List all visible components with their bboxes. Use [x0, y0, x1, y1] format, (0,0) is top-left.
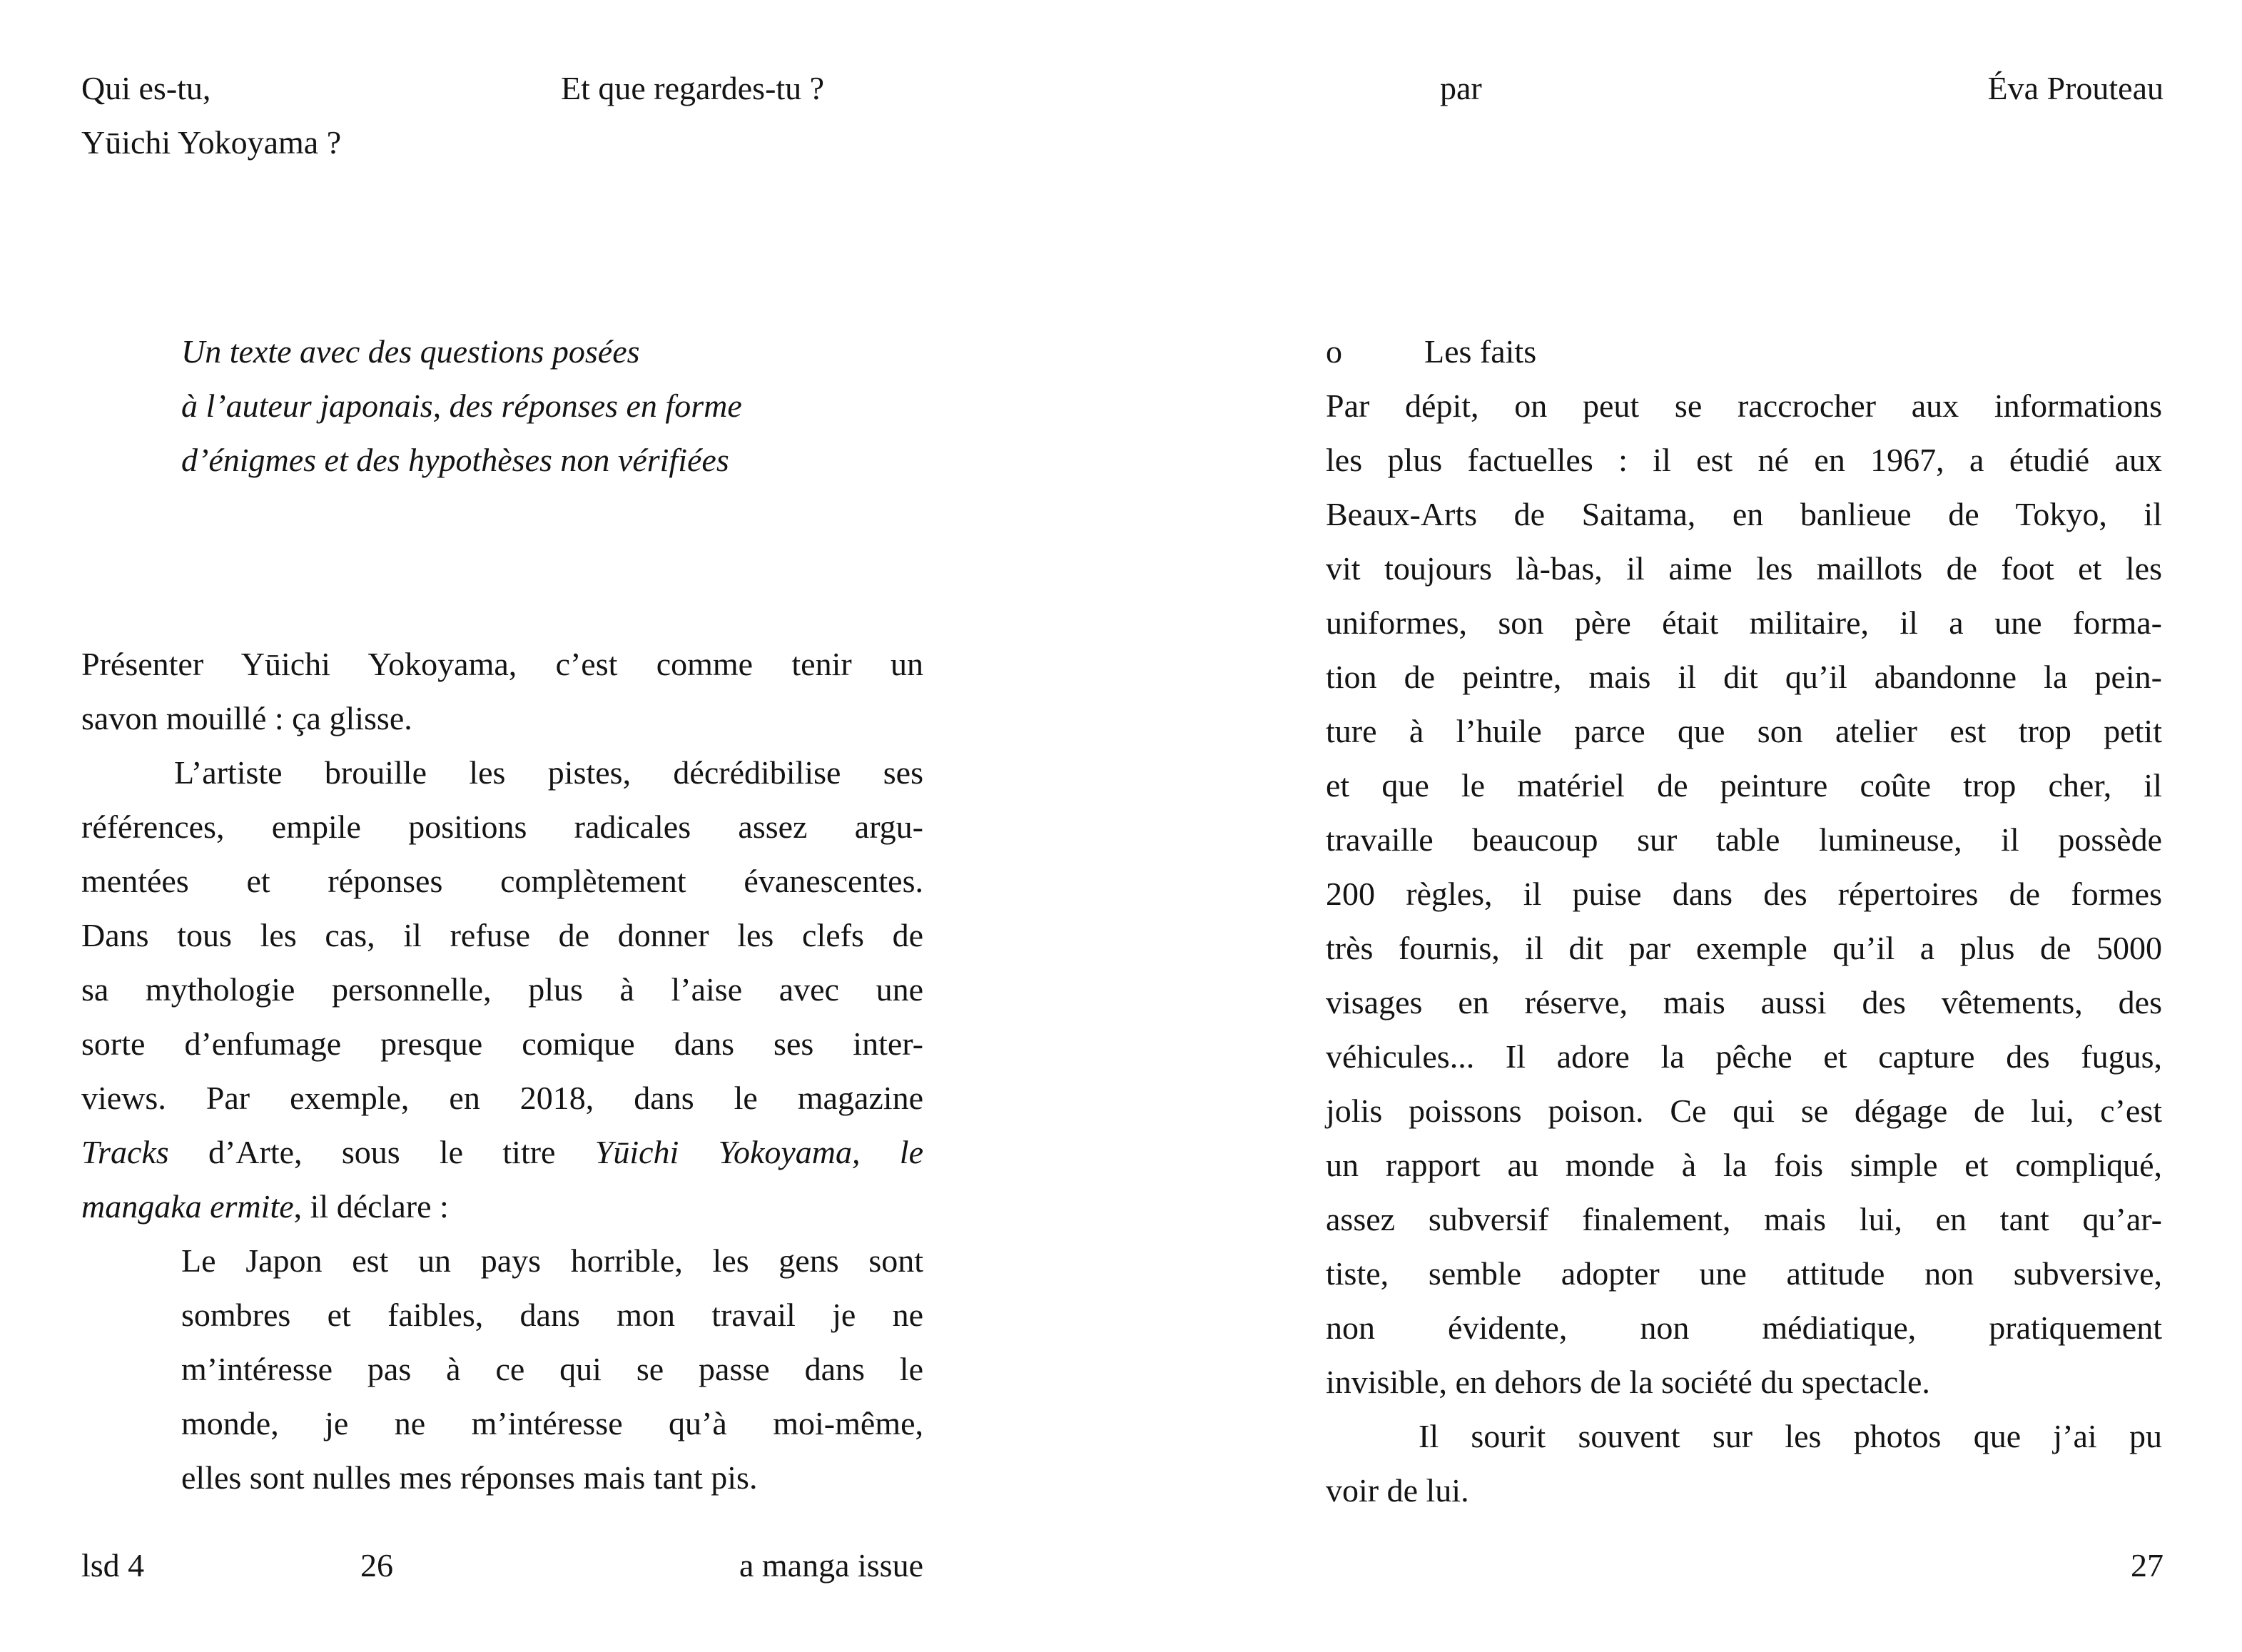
text-line: sorte d’enfumage presque comique dans ses inter- [81, 1025, 923, 1062]
text-line: voir de lui. [1326, 1472, 1469, 1509]
text-line: Le Japon est un pays horrible, les gens sont [181, 1242, 923, 1279]
header-question-title [81, 61, 341, 170]
text-line: Dans tous les cas, il refuse de donner les clefs de [81, 917, 923, 953]
text-line: assez subversif finalement, mais lui, en tant qu’ar- [1326, 1201, 2162, 1237]
header-question-line2: Yūichi Yokoyama ? [81, 124, 342, 161]
text-line: les plus factuelles : il est né en 1967, a étudié aux [1326, 442, 2162, 478]
text-line: uniformes, son père était militaire, il a une forma- [1326, 604, 2162, 641]
footer-signature: lsd 4 [81, 1547, 145, 1583]
text-line: et que le matériel de peinture coûte trop cher, il [1326, 767, 2162, 804]
header-byline-prefix: par [1440, 70, 1482, 106]
text-line: ture à l’huile parce que son atelier est trop petit [1326, 713, 2162, 749]
text-line: un rapport au monde à la fois simple et compliqué, [1326, 1147, 2162, 1183]
text-line: tiste, semble adopter une attitude non subversive, [1326, 1255, 2162, 1292]
section-marker: o [1326, 333, 1342, 370]
text-line: sombres et faibles, dans mon travail je ne [181, 1297, 923, 1333]
right-page-column [1326, 325, 2162, 1518]
text-line: Il sourit souvent sur les photos que j’ai pu [1419, 1418, 2162, 1454]
intro-abstract [81, 325, 923, 487]
text-line: Beaux-Arts de Saitama, en banlieue de Tokyo, il [1326, 496, 2162, 532]
text-line: Tracks d’Arte, sous le titre Yūichi Yokoyama, le [81, 1134, 923, 1170]
text-line: non évidente, non médiatique, pratiquement [1326, 1309, 2162, 1346]
left-paragraph-2 [81, 746, 923, 1234]
text-line: jolis poissons poison. Ce qui se dégage de lui, c’est [1326, 1093, 2162, 1129]
section-title: Les faits [1424, 333, 1537, 370]
text-line: Un texte avec des questions posées [181, 333, 640, 370]
footer-issue-title: a manga issue [739, 1547, 923, 1583]
text-line: très fournis, il dit par exemple qu’il a plus de 5000 [1326, 930, 2162, 966]
text-line: m’intéresse pas à ce qui se passe dans le [181, 1351, 923, 1387]
left-paragraph-1 [81, 637, 923, 746]
text-line: Par dépit, on peut se raccrocher aux informations [1326, 387, 2162, 424]
text-line: savon mouillé : ça glisse. [81, 700, 412, 736]
block-quote [81, 1234, 923, 1505]
right-paragraph-2 [1326, 1409, 2162, 1518]
right-paragraph-1 [1326, 379, 2162, 1409]
text-line: invisible, en dehors de la société du spectacle. [1326, 1364, 1930, 1400]
text-line: travaille beaucoup sur table lumineuse, il possède [1326, 821, 2162, 858]
text-line: elles sont nulles mes réponses mais tant pis. [181, 1459, 758, 1496]
text-line: références, empile positions radicales assez argu- [81, 809, 923, 845]
text-line: mentées et réponses complètement évanescentes. [81, 863, 923, 899]
left-page-number: 26 [360, 1547, 393, 1583]
text-line: tion de peintre, mais il dit qu’il abandonne la pein- [1326, 659, 2162, 695]
text-line: d’énigmes et des hypothèses non vérifiées [181, 442, 729, 478]
header-question-line1: Qui es-tu, [81, 70, 211, 106]
text-line: vit toujours là-bas, il aime les maillots de foot et les [1326, 550, 2162, 587]
left-page-column [81, 325, 923, 1505]
spread-footer [0, 1539, 2242, 1596]
text-line: L’artiste brouille les pistes, décrédibilise ses [174, 754, 923, 791]
spread-header [0, 61, 2242, 176]
header-question-subtitle: Et que regardes-tu ? [561, 70, 825, 106]
section-heading [1326, 325, 2162, 379]
text-line: monde, je ne m’intéresse qu’à moi-même, [181, 1405, 923, 1441]
text-line: mangaka ermite, il déclare : [81, 1188, 449, 1225]
text-line: 200 règles, il puise dans des répertoires de formes [1326, 876, 2162, 912]
header-author-name: Éva Prouteau [1987, 70, 2164, 106]
text-line: véhicules... Il adore la pêche et capture des fugus, [1326, 1038, 2162, 1075]
right-page-number: 27 [2131, 1547, 2164, 1583]
text-line: à l’auteur japonais, des réponses en forme [181, 387, 742, 424]
text-line: Présenter Yūichi Yokoyama, c’est comme tenir un [81, 646, 923, 682]
text-line: sa mythologie personnelle, plus à l’aise avec une [81, 971, 923, 1008]
text-line: views. Par exemple, en 2018, dans le magazine [81, 1080, 923, 1116]
text-line: visages en réserve, mais aussi des vêtements, des [1326, 984, 2162, 1020]
